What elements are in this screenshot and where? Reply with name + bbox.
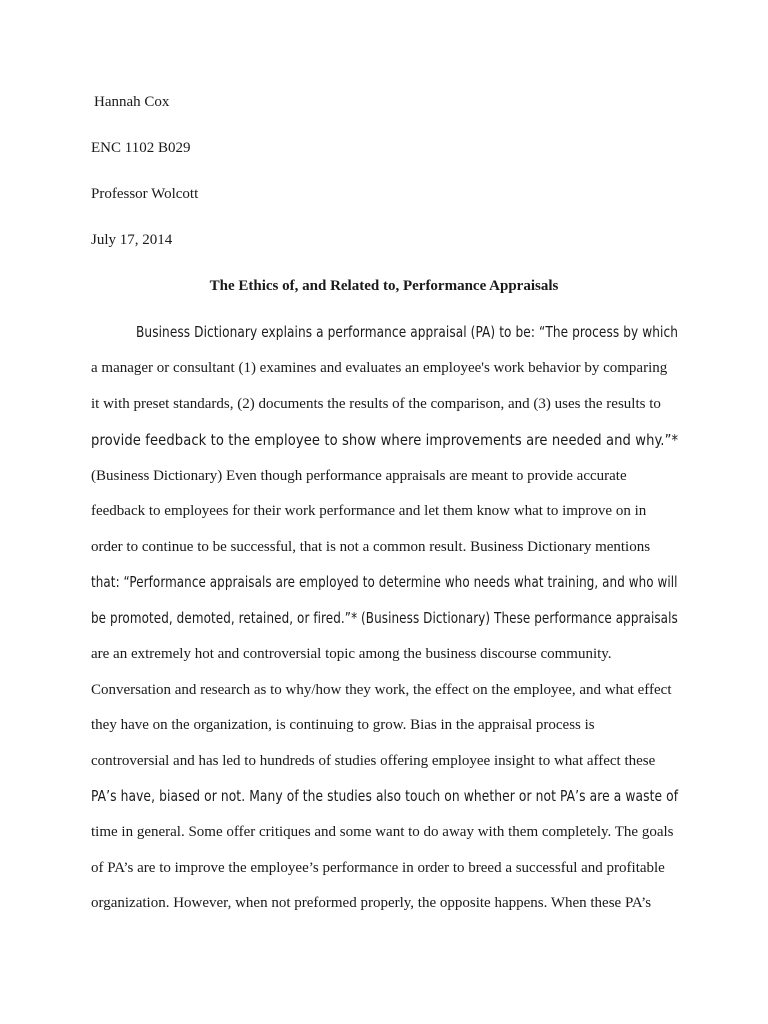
body-line: order to continue to be successful, that is not a common result. Business Dictionary mentions — [91, 539, 651, 555]
body-line: PA’s have, biased or not. Many of the studies also touch on whether or not PA’s are a waste of — [91, 787, 679, 805]
document-date: July 17, 2014 — [91, 232, 173, 248]
body-line: Conversation and research as to why/how they work, the effect on the employee, and what effect — [91, 682, 672, 698]
author-name: Hannah Cox — [94, 94, 170, 110]
body-line: organization. However, when not preformed properly, the opposite happens. When these PA’s — [91, 895, 652, 911]
body-line: controversial and has led to hundreds of studies offering employee insight to what affect these — [91, 753, 656, 769]
body-line: it with preset standards, (2) documents the results of the comparison, and (3) uses the results to — [91, 396, 661, 412]
body-line: of PA’s are to improve the employee’s performance in order to breed a successful and profitable — [91, 860, 665, 876]
document-title: The Ethics of, and Related to, Performance Appraisals — [209, 278, 559, 294]
course-code: ENC 1102 B029 — [91, 140, 191, 156]
body-line: time in general. Some offer critiques and some want to do away with them completely. The goals — [91, 824, 674, 840]
body-line: are an extremely hot and controversial topic among the business discourse community. — [91, 646, 612, 662]
body-line: be promoted, demoted, retained, or fired.”* (Business Dictionary) These performance appraisals — [91, 609, 678, 627]
body-line: (Business Dictionary) Even though performance appraisals are meant to provide accurate — [91, 468, 627, 484]
body-line: that: “Performance appraisals are employed to determine who needs what training, and who will — [91, 573, 678, 591]
body-line: they have on the organization, is continuing to grow. Bias in the appraisal process is — [91, 717, 595, 733]
body-line: provide feedback to the employee to show where improvements are needed and why.”* — [91, 431, 679, 449]
body-line: a manager or consultant (1) examines and evaluates an employee's work behavior by comparing — [91, 360, 668, 376]
body-line: Business Dictionary explains a performance appraisal (PA) to be: “The process by which — [136, 323, 679, 341]
professor-name: Professor Wolcott — [91, 186, 199, 202]
body-line: feedback to employees for their work performance and let them know what to improve on in — [91, 503, 647, 519]
